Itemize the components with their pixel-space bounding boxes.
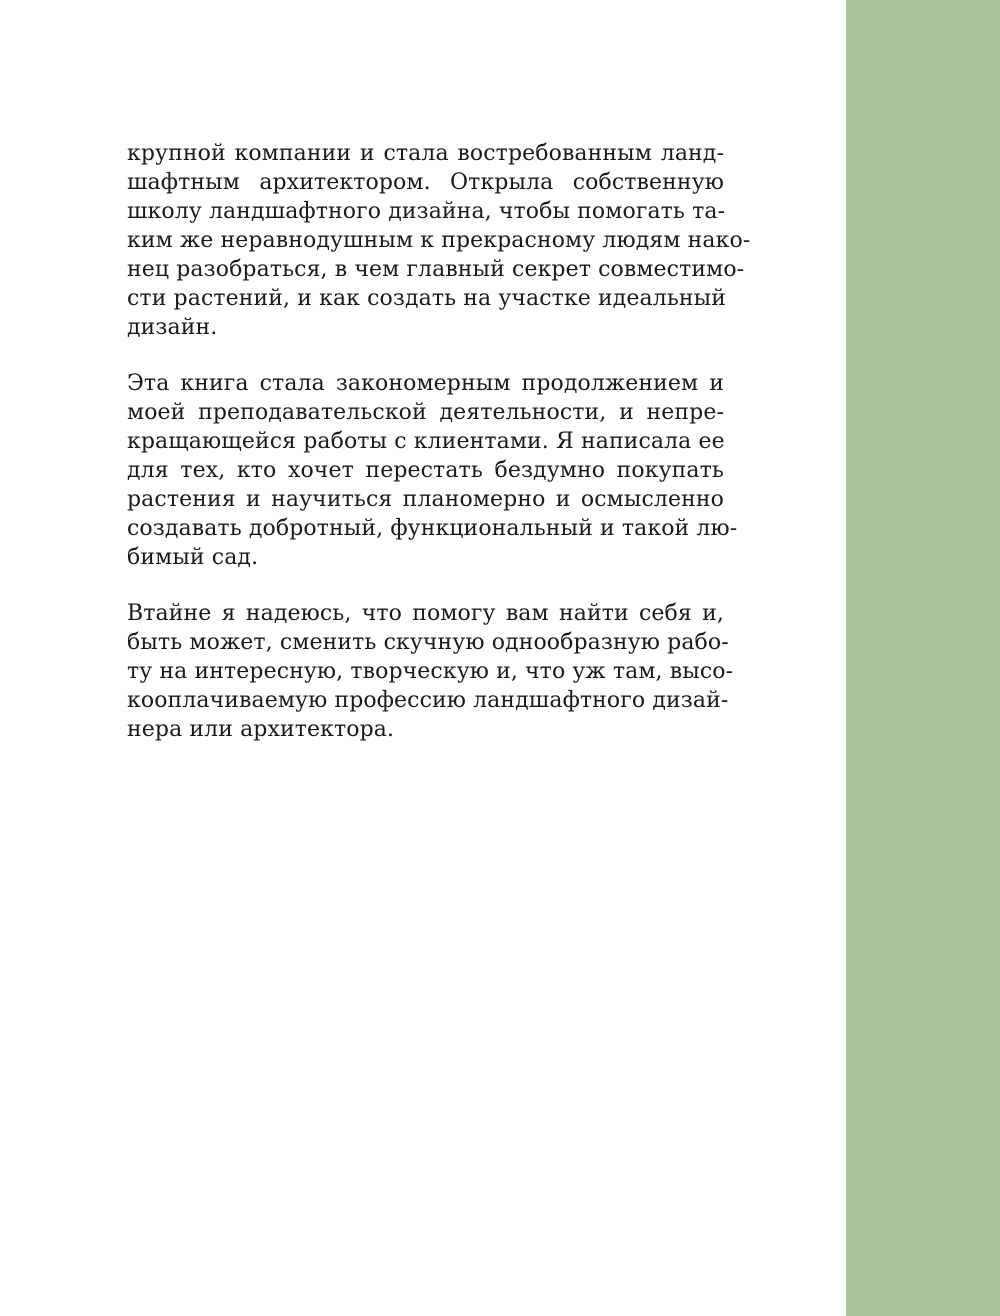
text-line: бимый сад. — [127, 545, 259, 570]
text-line: шафтным архитектором. Открыла собственную — [127, 170, 724, 195]
text-line: нец разобраться, в чем главный секрет совместимо- — [127, 257, 745, 282]
text-line: ту на интересную, творческую и, что уж там, высо- — [127, 659, 734, 684]
text-line: создавать добротный, функциональный и такой лю- — [127, 516, 738, 541]
text-line: нера или архитектора. — [127, 717, 395, 742]
text-line: Втайне я надеюсь, что помогу вам найти себя и, — [127, 601, 724, 626]
text-line: крупной компании и стала востребованным ланд- — [127, 141, 724, 166]
text-line: ким же неравнодушным к прекрасному людям нако- — [127, 228, 751, 253]
text-line: школу ландшафтного дизайна, чтобы помогать та- — [127, 199, 726, 224]
text-line: Эта книга стала закономерным продолжением и — [127, 371, 724, 396]
text-line: для тех, кто хочет перестать бездумно покупать — [127, 458, 724, 483]
text-line: моей преподавательской деятельности, и непре- — [127, 400, 724, 425]
paragraph-2 — [127, 369, 738, 572]
text-line: кооплачиваемую профессию ландшафтного дизай- — [127, 688, 729, 713]
text-line: быть может, сменить скучную однообразную рабо- — [127, 630, 729, 655]
text-line: сти растений, и как создать на участке идеальный — [127, 286, 727, 311]
paragraph-3 — [127, 599, 734, 744]
paragraph-1 — [127, 139, 751, 342]
text-line: кращающейся работы с клиентами. Я написала ее — [127, 429, 725, 454]
green-side-band — [846, 0, 1000, 1316]
text-line: растения и научиться планомерно и осмысленно — [127, 487, 724, 512]
text-line: дизайн. — [127, 315, 218, 340]
body-text — [127, 139, 751, 771]
